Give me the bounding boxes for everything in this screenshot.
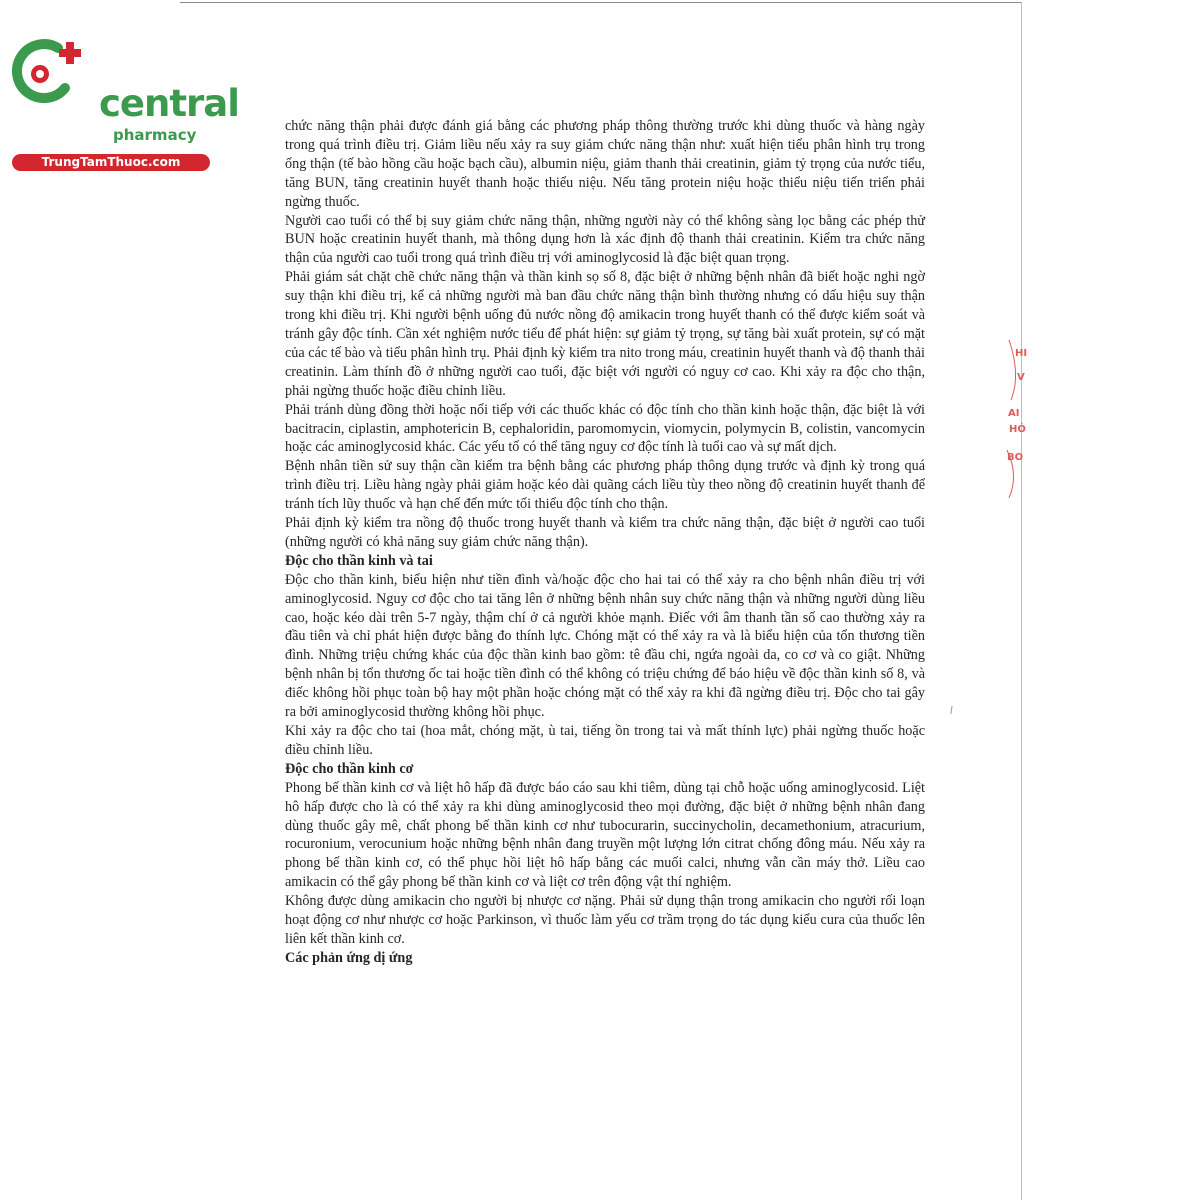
pharmacy-c-cross-icon <box>12 38 92 110</box>
paragraph: chức năng thận phải được đánh giá bằng các phương pháp thông thường trước khi dùng thuốc và hàng ngày trong quá trình điều trị. Giảm liều nếu xảy ra suy giảm chức năng thận như: xuất hiện tiểu phân hình trụ trong ống thận (tế bào hồng cầu hoặc bạch cầu), albumin niệu, giảm thanh thải creatinin, giảm tỷ trọng của nước tiểu, tăng BUN, tăng creatinin huyết thanh hoặc thiểu niệu. Nếu tăng protein niệu hoặc thiểu niệu tiến triển phải ngừng thuốc. <box>285 118 925 210</box>
stamp-text-hi: HI <box>1015 348 1028 359</box>
scan-speck <box>950 706 953 714</box>
stamp-text-ho: HÓ <box>1009 424 1026 435</box>
page-right-border <box>1021 2 1022 1200</box>
red-stamp-fragment <box>1003 330 1027 500</box>
section-heading: Độc cho thần kinh và tai <box>285 552 433 569</box>
paragraph: Phải tránh dùng đồng thời hoặc nối tiếp với các thuốc khác có độc tính cho thần kinh hoặc thận, đặc biệt là với bacitracin, ciplastin, amphotericin B, cephaloridin, paromomycin, viomycin, polymycin B, colistin, vancomycin hoặc các aminoglycosid khác. Các yếu tố có thể tăng nguy cơ độc tính là tuổi cao và sự mất dịch. <box>285 401 925 456</box>
paragraph: Độc cho thần kinh, biểu hiện như tiền đình và/hoặc độc cho hai tai có thể xảy ra cho bệnh nhân điều trị với aminoglycosid. Nguy cơ độc cho tai tăng lên ở những bệnh nhân suy chức năng thận và những người dùng liều cao, hoặc kéo dài trên 5-7 ngày, thậm chí ở cả người khỏe mạnh. Điếc với âm thanh tần số cao thường xảy ra đầu tiên và chỉ phát hiện được bằng đo thính lực. Chóng mặt có thể xảy ra và là biểu hiện của tổn thương tiền đình. Những triệu chứng khác của độc thần kinh bao gồm: tê đầu chi, ngứa ngoài da, co cơ và co giật. Những bệnh nhân bị tổn thương ốc tai hoặc tiền đình có thể không có triệu chứng để báo hiệu về độc thần kinh số 8, và điếc không hồi phục toàn bộ hay một phần hoặc chóng mặt có thể xảy ra khi đã ngừng điều trị. Độc cho tai gây ra bởi aminoglycosid thường không hồi phục. <box>285 571 925 721</box>
central-pharmacy-logo[interactable] <box>12 38 239 169</box>
paragraph: Người cao tuổi có thể bị suy giảm chức năng thận, những người này có thể không sàng lọc bằng các phép thử BUN hoặc creatinin huyết thanh, mà thông dụng hơn là xác định độ thanh thải creatinin. Kiểm tra chức năng thận của người cao tuổi trong quá trình điều trị với aminoglycosid là đặc biệt quan trọng. <box>285 212 925 267</box>
section-heading: Độc cho thần kinh cơ <box>285 760 414 777</box>
brand-website-link[interactable]: TrungTamThuoc.com <box>12 154 210 171</box>
paragraph: Phong bế thần kinh cơ và liệt hô hấp đã được báo cáo sau khi tiêm, dùng tại chỗ hoặc uống aminoglycosid. Liệt hô hấp được cho là có thể xảy ra khi dùng aminoglycosid theo mọi đường, đặc biệt ở những bệnh nhân đang dùng thuốc gây mê, chất phong bế thần kinh cơ như tubocurarin, succinycholin, decamethonium, atracurium, rocuronium, verocunium hoặc những bệnh nhân đang truyền một lượng lớn citrat chống đông máu. Nếu xảy ra phong bế thần kinh cơ, có thể phục hồi liệt hô hấp bằng các muối calci, nhưng vẫn cần máy thở. Liều cao amikacin có thể gây phong bế thần kinh cơ và liệt cơ trên động vật thí nghiệm. <box>285 779 925 891</box>
paragraph: Phải định kỳ kiểm tra nồng độ thuốc trong huyết thanh và kiểm tra chức năng thận, đặc biệt ở người cao tuổi (những người có khả năng suy giảm chức năng thận). <box>285 515 925 550</box>
stamp-text-bo: BO <box>1007 452 1024 463</box>
paragraph: Không được dùng amikacin cho người bị nhược cơ nặng. Phải sử dụng thận trong amikacin cho người rối loạn hoạt động cơ như nhược cơ hoặc Parkinson, vì thuốc làm yếu cơ trầm trọng do tác dụng kiểu cura của thuốc lên liên kết thần kinh cơ. <box>285 893 925 947</box>
stamp-text-ai: AI <box>1008 408 1020 419</box>
stamp-text-v: V <box>1017 372 1025 383</box>
section-heading: Các phản ứng dị ứng <box>285 949 413 966</box>
paragraph: Bệnh nhân tiền sử suy thận cần kiểm tra bệnh bằng các phương pháp thông dụng trước và định kỳ trong quá trình điều trị. Liều hàng ngày phải giảm hoặc kéo dài quãng cách liều tùy theo nồng độ creatinin huyết thanh để tránh tích lũy thuốc và hạn chế đến mức tối thiểu độc tính cho thận. <box>285 458 925 513</box>
page-top-border <box>180 2 1022 3</box>
brand-subtitle: pharmacy <box>113 126 197 144</box>
paragraph: Phải giám sát chặt chẽ chức năng thận và thần kinh sọ số 8, đặc biệt ở những bệnh nhân đã biết hoặc nghi ngờ suy thận khi điều trị, kể cả những người mà ban đầu chức năng thận bình thường nhưng có dấu hiệu suy thận trong khi điều trị. Khi người bệnh uống đủ nước nồng độ amikacin trong huyết thanh có thể được kiểm soát và tránh gây độc tính. Cần xét nghiệm nước tiểu để phát hiện: sự giảm tỷ trọng, sự tăng bài xuất protein, sự có mặt của các tế bào và tiểu phân hình trụ. Phải định kỳ kiểm tra nito trong máu, creatinin huyết thanh và độ thanh thải creatinin. Làm thính đồ ở những người cao tuổi, đặc biệt với người có nguy cơ cao. Khi xảy ra độc cho thận, phải ngừng thuốc hoặc điều chỉnh liều. <box>285 269 925 399</box>
document-body <box>285 117 925 968</box>
brand-name: central <box>99 82 239 125</box>
paragraph: Khi xảy ra độc cho tai (hoa mắt, chóng mặt, ù tai, tiếng ồn trong tai và mất thính lực) phải ngừng thuốc hoặc điều chỉnh liều. <box>285 723 925 758</box>
